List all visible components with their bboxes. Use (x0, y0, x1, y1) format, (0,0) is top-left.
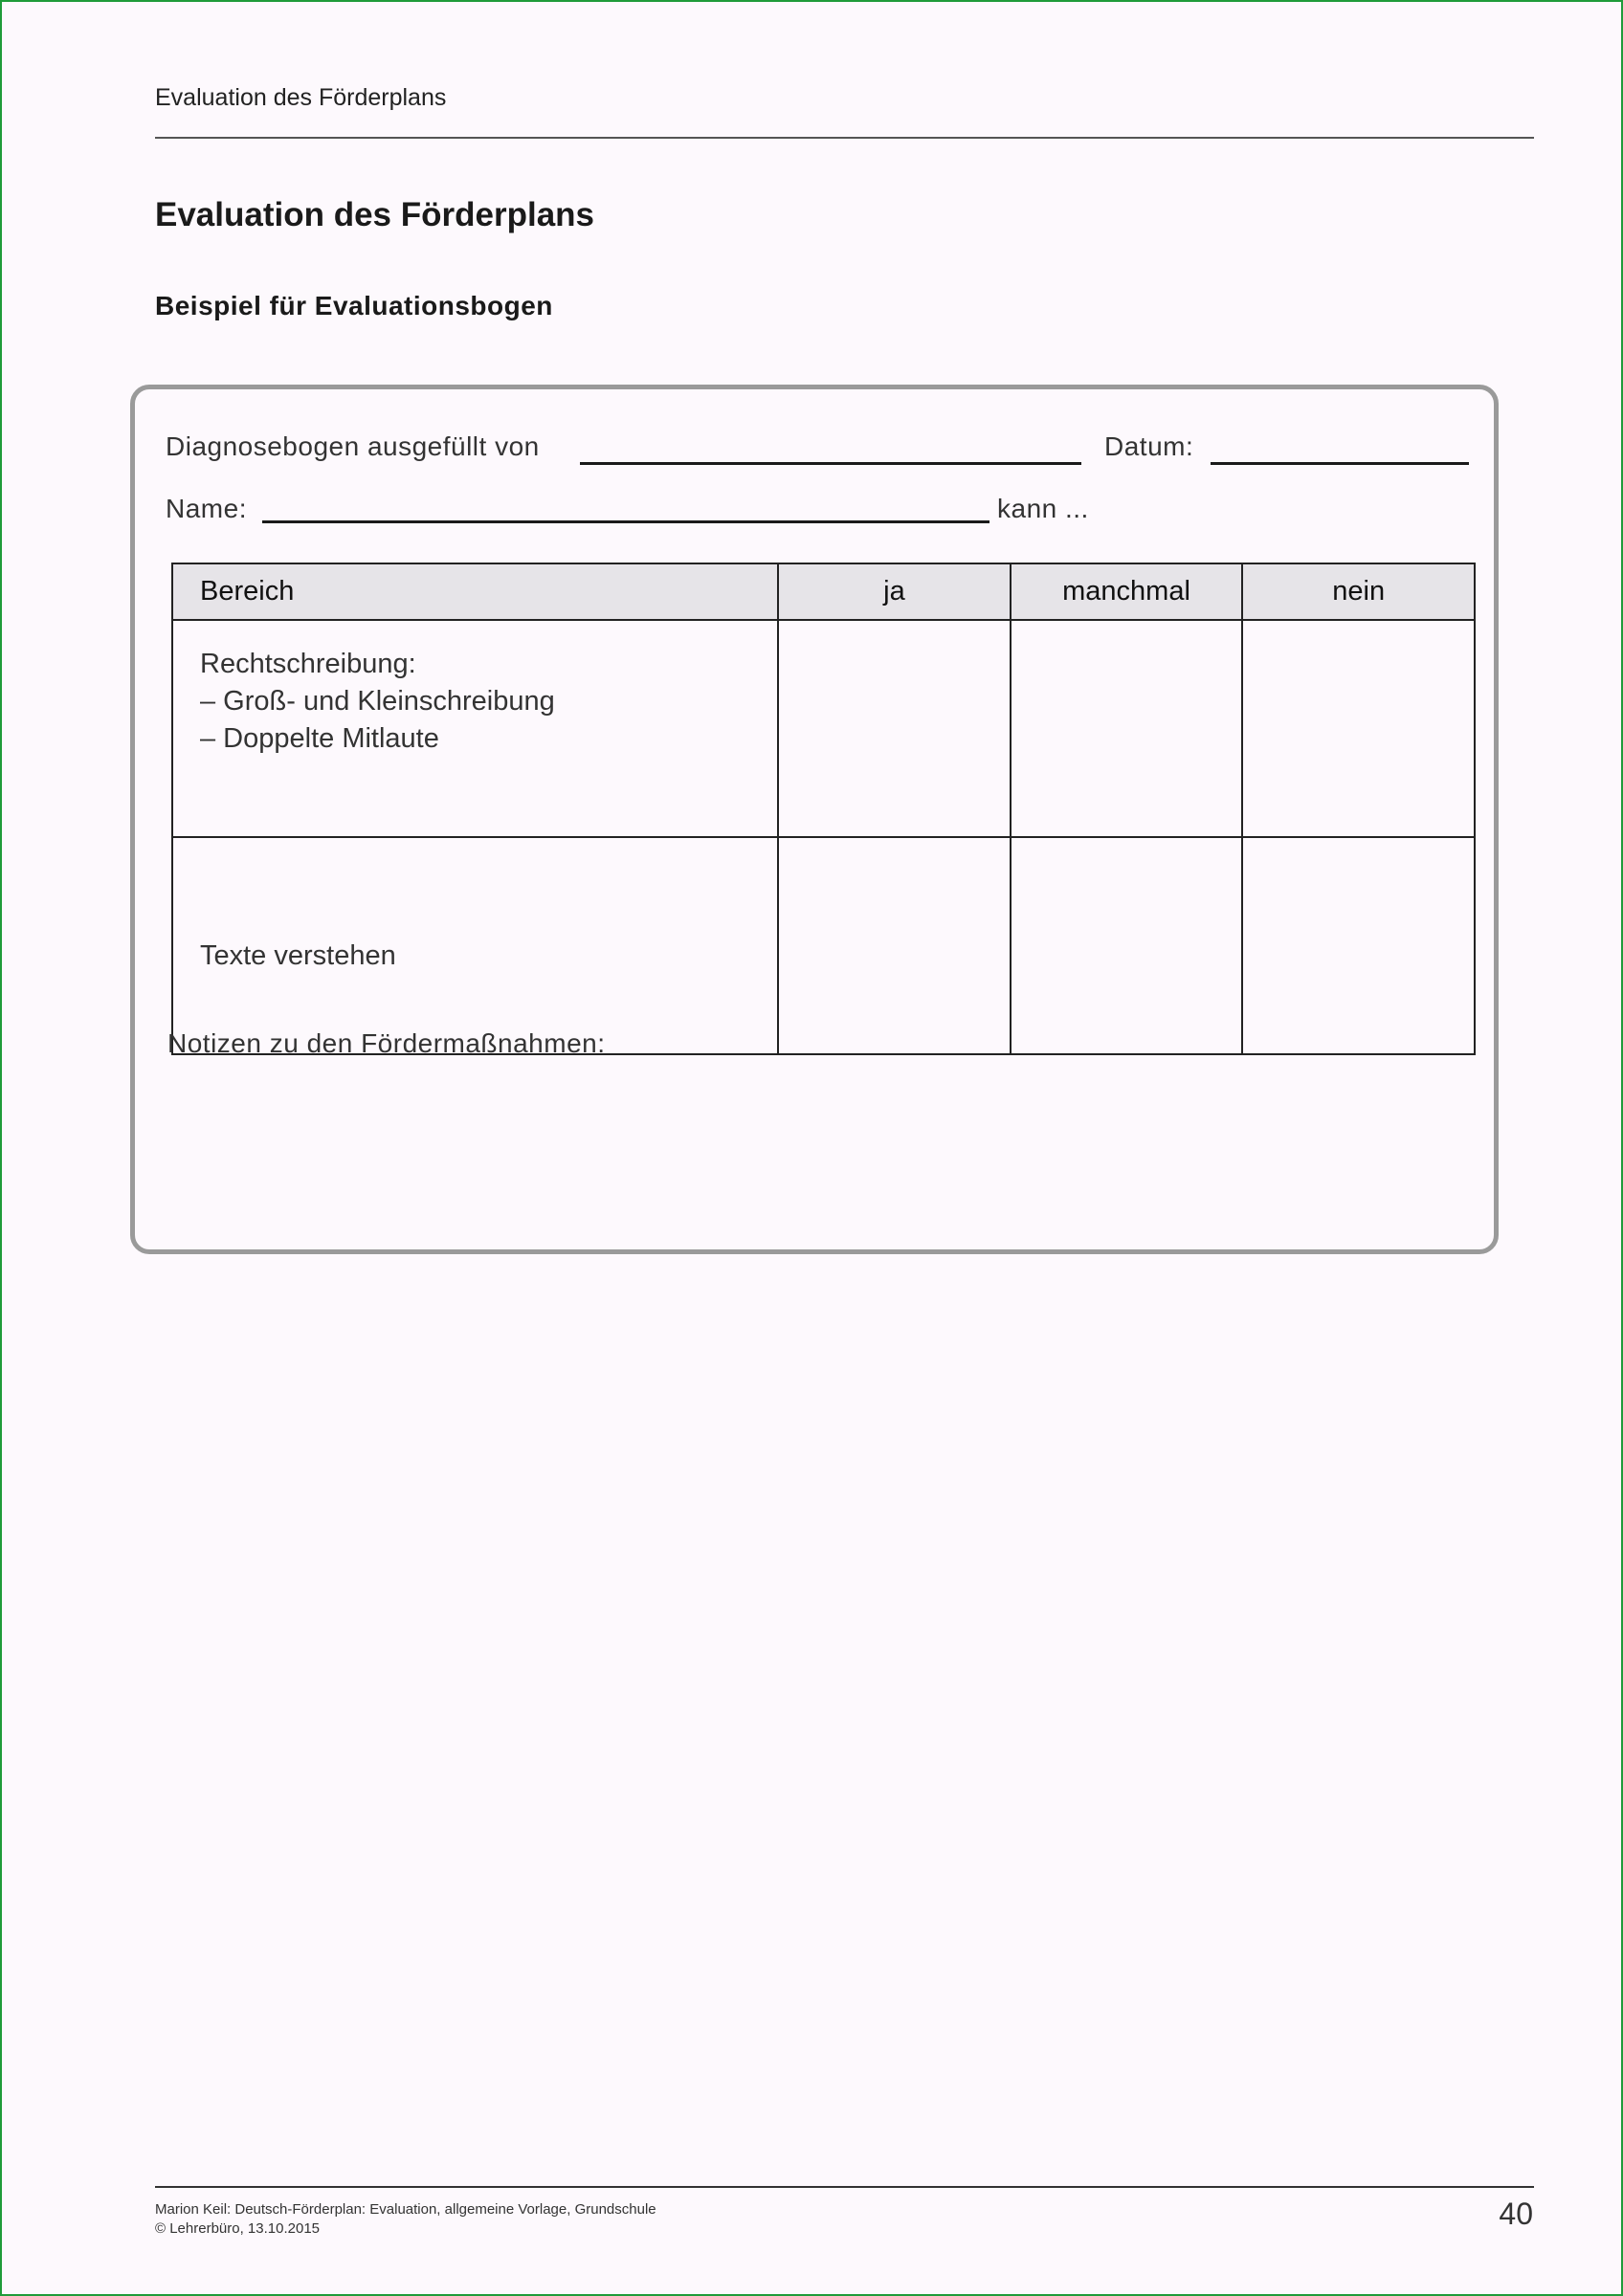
row-label-line: Rechtschreibung: (200, 649, 416, 679)
header-nein: nein (1242, 563, 1475, 620)
row-label-cell (172, 837, 778, 1054)
cell-nein[interactable] (1242, 837, 1475, 1054)
cell-manchmal[interactable] (1011, 620, 1243, 837)
page-subtitle: Beispiel für Evaluationsbogen (155, 291, 553, 320)
row-label-line: Texte verstehen (200, 940, 396, 971)
row-label-line (200, 863, 750, 900)
cell-ja[interactable] (778, 620, 1010, 837)
name-label: Name: (166, 494, 247, 523)
page-number: 40 (1499, 2197, 1533, 2231)
notes-label: Notizen zu den Fördermaßnahmen: (167, 1028, 606, 1058)
can-label: kann ... (997, 494, 1089, 523)
footer-citation (155, 2200, 656, 2239)
footer-line: Marion Keil: Deutsch-Förderplan: Evaluation, allgemeine Vorlage, Grundschule (155, 2201, 656, 2218)
row-label-line (200, 900, 750, 938)
evaluation-table (171, 563, 1476, 1055)
header-bereich: Bereich (172, 563, 778, 620)
row-label-cell (172, 620, 778, 837)
date-label: Datum: (1104, 431, 1194, 461)
table-row (172, 837, 1475, 1054)
header-manchmal: manchmal (1011, 563, 1243, 620)
page-title: Evaluation des Förderplans (155, 196, 594, 233)
row-label-line: – Groß- und Kleinschreibung (200, 686, 555, 717)
filled-by-field[interactable] (580, 462, 1081, 465)
cell-manchmal[interactable] (1011, 837, 1243, 1054)
table-header-row (172, 563, 1475, 620)
name-field[interactable] (262, 520, 989, 523)
table-row (172, 620, 1475, 837)
filled-by-label: Diagnosebogen ausgefüllt von (166, 431, 540, 461)
cell-ja[interactable] (778, 837, 1010, 1054)
header-ja: ja (778, 563, 1010, 620)
footer-line: © Lehrerbüro, 13.10.2015 (155, 2220, 321, 2237)
header-divider (155, 137, 1534, 139)
footer-divider (155, 2186, 1534, 2188)
running-header: Evaluation des Förderplans (155, 84, 447, 111)
date-field[interactable] (1211, 462, 1469, 465)
row-label-line: – Doppelte Mitlaute (200, 723, 439, 754)
cell-nein[interactable] (1242, 620, 1475, 837)
